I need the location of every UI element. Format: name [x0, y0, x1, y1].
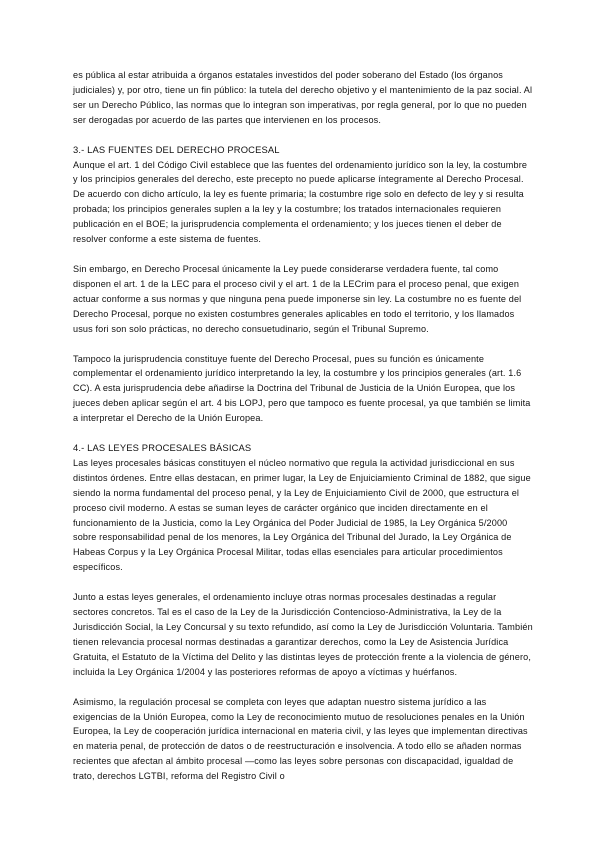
leyes-paragraph-2: Junto a estas leyes generales, el ordenamiento incluye otras normas procesales destinadas a regular sectores concretos. Tal es el caso de la Ley de la Jurisdicción Contencioso-Administrativa, la Ley de la Jurisdicción Social, la Ley Concursal y su texto refundido, así como la Ley de Jurisdicción Voluntaria. También tienen relevancia procesal normas destinadas a garantizar derechos, como la Ley de Asistencia Jurídica Gratuita, el Estatuto de la Víctima del Delito y las distintas leyes de protección frente a la violencia de género, incluida la Ley Orgánica 1/2004 y las posteriores reformas de apoyo a víctimas y huérfanos. [73, 592, 533, 677]
section-title-fuentes: 3.- LAS FUENTES DEL DERECHO PROCESAL [73, 143, 280, 155]
intro-paragraph: es pública al estar atribuida a órganos estatales investidos del poder soberano del Estado (los órganos judiciales) y, por otro, tiene un fin público: la tutela del derecho objetivo y el mantenimiento de la paz social. Al ser un Derecho Público, las normas que lo integran son imperativas, por regla general, por lo que no pueden ser derogadas por acuerdo de las partes que intervienen en los procesos. [73, 70, 533, 125]
fuentes-paragraph-2: Sin embargo, en Derecho Procesal únicamente la Ley puede considerarse verdadera fuente, tal como disponen el art. 1 de la LEC para el proceso civil y el art. 1 de la LECrim para el proceso penal, que exigen actuar conforme a sus normas y que ninguna pena puede imponerse sin ley. La costumbre no es fuente del Derecho Procesal, porque no existen costumbres generales aplicables en todo el territorio, y los llamados usus fori son solo prácticas, no derecho consuetudinario, según el Tribunal Supremo. [73, 263, 522, 334]
section-leyes [73, 441, 533, 784]
section-fuentes [73, 143, 533, 426]
leyes-paragraph-3: Asimismo, la regulación procesal se completa con leyes que adaptan nuestro sistema jurídico a las exigencias de la Unión Europea, como la Ley de reconocimiento mutuo de resoluciones penales en la Unión Europea, la Ley de cooperación jurídica internacional en materia civil, y las leyes que implementan directivas en materia penal, de protección de datos o de reestructuración e insolvencia. A todo ello se añaden normas recientes que afectan al ámbito procesal —como las leyes sobre personas con discapacidad, igualdad de trato, derechos LGTBI, reforma del Registro Civil o [73, 696, 528, 782]
fuentes-paragraph-1: Aunque el art. 1 del Código Civil establece que las fuentes del ordenamiento jurídico son la ley, la costumbre y los principios generales del derecho, este precepto no puede aplicarse íntegramente al Derecho Procesal. De acuerdo con dicho artículo, la ley es fuente primaria; la costumbre rige solo en defecto de ley y si resulta probada; los principios generales suplen a la ley y la costumbre; los tratados internacionales requieren publicación en el BOE; la jurisprudencia complementa el ordenamiento; y los jueces tienen el deber de resolver conforme a este sistema de fuentes. [73, 159, 528, 245]
section-title-leyes: 4.- LAS LEYES PROCESALES BÁSICAS [73, 442, 252, 454]
fuentes-paragraph-3: Tampoco la jurisprudencia constituye fuente del Derecho Procesal, pues su función es únicamente complementar el ordenamiento jurídico interpretando la ley, la costumbre y los principios generales (art. 1.6 CC). A esta jurisprudencia debe añadirse la Doctrina del Tribunal de Justicia de la Unión Europea, que los jueces deben aplicar según el art. 4 bis LOPJ, pero que tampoco es fuente procesal, ya que también se limita a interpretar el Derecho de la Unión Europea. [73, 353, 531, 424]
leyes-paragraph-1: Las leyes procesales básicas constituyen el núcleo normativo que regula la actividad jurisdiccional en sus distintos órdenes. Entre ellas destacan, en primer lugar, la Ley de Enjuiciamiento Criminal de 1882, que sigue siendo la norma fundamental del proceso penal, y la Ley de Enjuiciamiento Civil de 2000, que estructura el proceso civil moderno. A estas se suman leyes de carácter orgánico que inciden directamente en el funcionamiento de la Justicia, como la Ley Orgánica del Poder Judicial de 1985, la Ley Orgánica 5/2000 sobre responsabilidad penal de los menores, la Ley Orgánica del Tribunal del Jurado, la Ley Orgánica de Habeas Corpus y la Ley Orgánica Procesal Militar, todas ellas esenciales para articular procedimientos específicos. [73, 457, 531, 573]
